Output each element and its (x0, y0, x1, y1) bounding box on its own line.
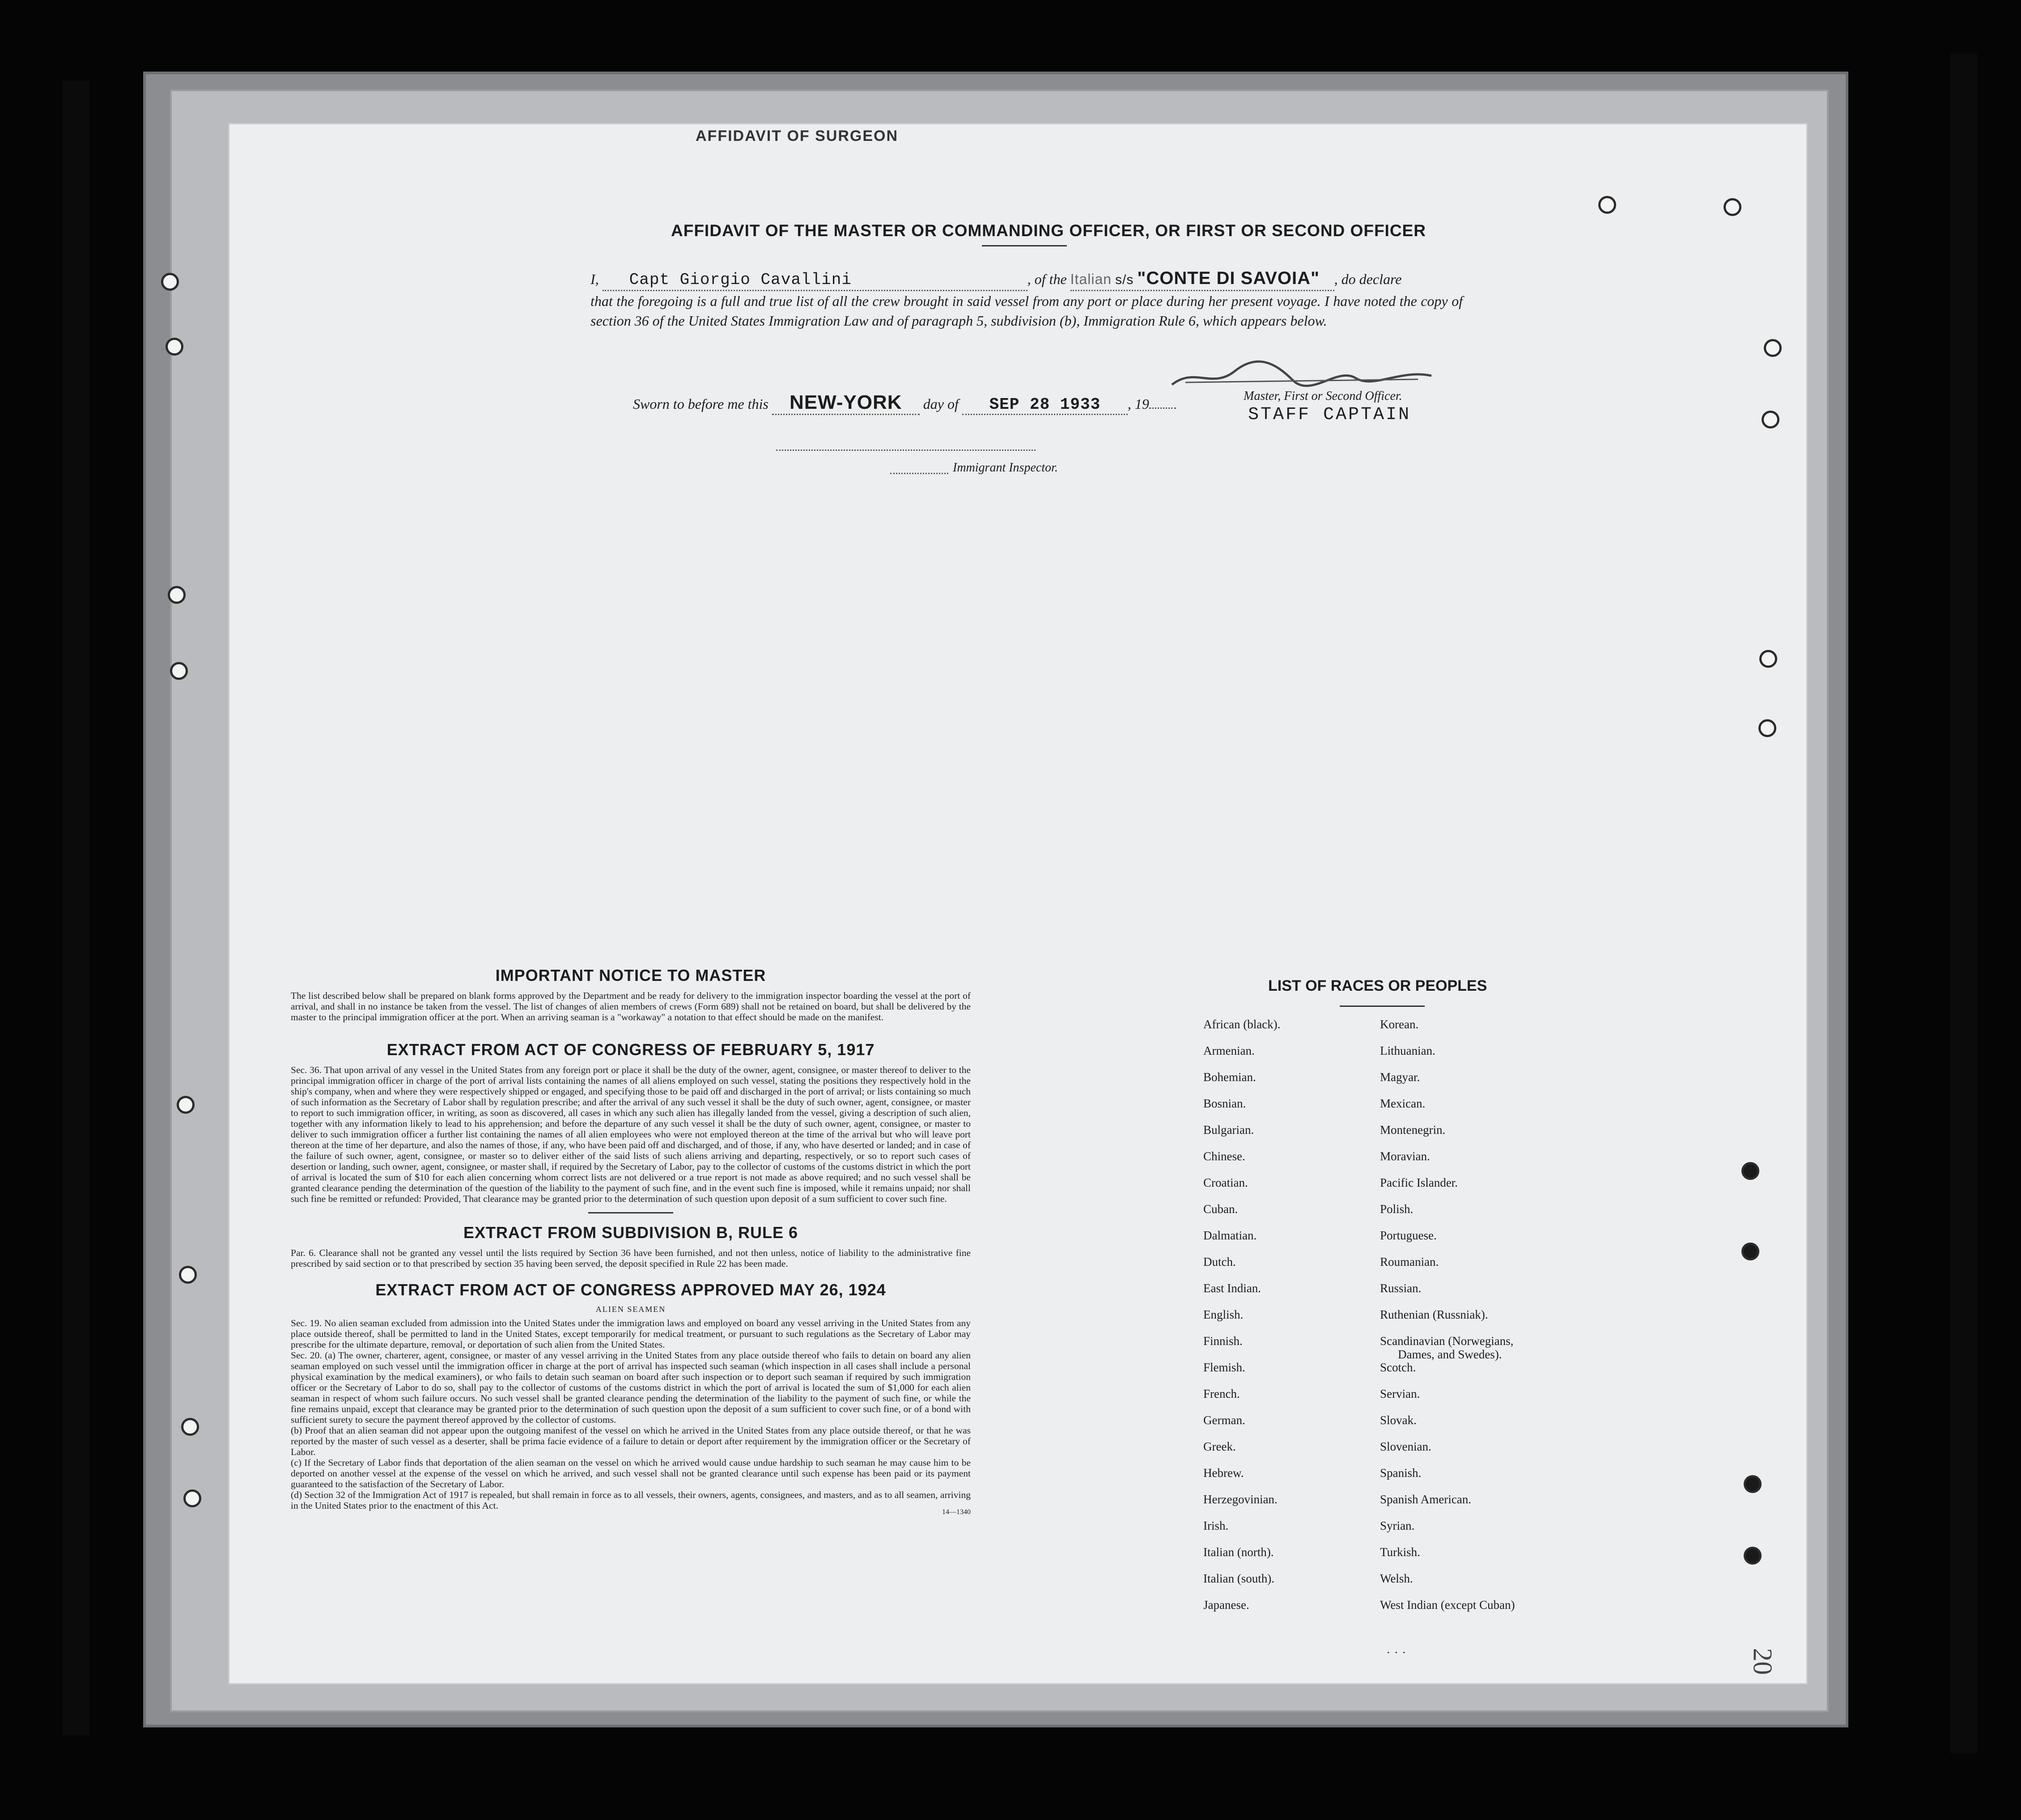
race-item-right: Slovenian. (1380, 1440, 1431, 1453)
race-item-left: Hebrew. (1203, 1466, 1244, 1480)
race-item-left: Chinese. (1203, 1150, 1245, 1163)
binder-hole-icon (177, 1096, 195, 1114)
extract-rule6-text: Par. 6. Clearance shall not be granted any vessel until the lists required by Section 36 have been furnished, and not then unless, notice of liability to the administrative fine prescribed by said section or to that prescribed by section 35 having been served, the deposit specified in Rule 22 has been made. (291, 1247, 971, 1269)
race-item-right: Spanish American. (1380, 1493, 1471, 1506)
race-item-left: Cuban. (1203, 1202, 1238, 1216)
race-item-left: Greek. (1203, 1440, 1236, 1453)
place-field (772, 391, 920, 415)
affidavit-title: AFFIDAVIT OF THE MASTER OR COMMANDING OFFICER, OR FIRST OR SECOND OFFICER (671, 221, 1426, 240)
race-item-left: Croatian. (1203, 1176, 1248, 1189)
legal-notices (291, 966, 971, 1516)
race-item-right: Polish. (1380, 1202, 1414, 1216)
race-item-left: Flemish. (1203, 1361, 1245, 1374)
film-strip-left (63, 81, 89, 1735)
extract-1917-title: EXTRACT FROM ACT OF CONGRESS OF FEBRUARY 5, 1917 (386, 1040, 875, 1059)
binder-hole-icon (170, 662, 188, 680)
binder-hole-icon (1724, 198, 1741, 216)
extract-1924-paragraph: (d) Section 32 of the Immigration Act of 1917 is repealed, but shall remain in force as to all vessels, their owners, agents, consignees, and masters, and as to all seamen, arriving in the United States prior to the enactment of this Act. (291, 1489, 971, 1511)
races-rule (1340, 1005, 1425, 1007)
race-item-right: Servian. (1380, 1387, 1420, 1400)
race-item-right: Russian. (1380, 1281, 1422, 1295)
declaration-pronoun: I, (590, 271, 599, 287)
year-prefix: , 19 (1127, 396, 1149, 412)
binder-hole-icon (183, 1489, 201, 1507)
race-item-left: English. (1203, 1308, 1244, 1321)
race-item-right: Scotch. (1380, 1361, 1416, 1374)
race-item-left: Japanese. (1203, 1598, 1249, 1612)
do-declare-text: , do declare (1334, 271, 1402, 287)
race-item-right: Lithuanian. (1380, 1044, 1435, 1057)
of-the-text: , of the (1027, 271, 1067, 287)
vessel-field (1070, 268, 1334, 291)
race-item-right: Syrian. (1380, 1519, 1415, 1532)
binder-hole-icon (1758, 719, 1776, 737)
race-item-left: Dalmatian. (1203, 1229, 1257, 1242)
race-item-right: West Indian (except Cuban) (1380, 1598, 1515, 1612)
sworn-line (633, 391, 1176, 415)
race-item-left: East Indian. (1203, 1281, 1261, 1295)
binder-hole-icon (1741, 1243, 1759, 1260)
race-item-left: Bohemian. (1203, 1070, 1256, 1084)
binder-hole-icon (181, 1418, 199, 1436)
race-item-right: Mexican. (1380, 1097, 1426, 1110)
binder-hole-icon (168, 586, 186, 604)
bleed-through-heading: AFFIDAVIT OF SURGEON (696, 127, 899, 144)
extract-1924-title: EXTRACT FROM ACT OF CONGRESS APPROVED MAY 26, 1924 (375, 1281, 886, 1299)
binder-hole-icon (1598, 196, 1616, 214)
sworn-place: NEW-YORK (790, 391, 902, 413)
race-item-right: Korean. (1380, 1018, 1419, 1031)
officer-name-field (603, 269, 1027, 291)
binder-hole-icon (1762, 411, 1779, 428)
race-item-right: Roumanian. (1380, 1255, 1439, 1268)
race-item-left: Irish. (1203, 1519, 1229, 1532)
inspector-signature-line (776, 450, 1036, 451)
vessel-prefix: s/s (1115, 272, 1134, 287)
race-item-right: Ruthenian (Russniak). (1380, 1308, 1488, 1321)
race-item-right: Slovak. (1380, 1413, 1417, 1427)
signature-mark (1168, 358, 1436, 394)
trailing-dots: ... (1387, 1642, 1410, 1656)
race-item-left: German. (1203, 1413, 1245, 1427)
race-item-right: Moravian. (1380, 1150, 1430, 1163)
race-item-right: Magyar. (1380, 1070, 1420, 1084)
race-item-left: African (black). (1203, 1018, 1281, 1031)
race-item-right: Portuguese. (1380, 1229, 1437, 1242)
binder-hole-icon (1744, 1547, 1762, 1565)
race-item-left: Armenian. (1203, 1044, 1255, 1057)
extract-rule6-title: EXTRACT FROM SUBDIVISION B, RULE 6 (463, 1223, 798, 1242)
extract-1917-text: Sec. 36. That upon arrival of any vessel in the United States from any foreign port or place it shall be the duty of the owner, agent, consignee, or master thereof to deliver to the principal immigration officer in charge of the port of arrival lists containing the names of all aliens employed on such vessel, stating the positions they respectively hold in the ship's company, when and where they were respectively shipped or engaged, and specifying those to be paid off and discharged in the port of arrival; or lists containing so much of such information as the Secretary of Labor shall by regulation prescribe; and after the arrival of any such vessel it shall be the duty of such owner, agent, consignee, or master to report to such immigration officer, in writing, as soon as discovered, all cases in which any such alien has illegally landed from the vessel, giving a description of such alien, together with any information likely to lead to his apprehension; and before the departure of any such vessel it shall be the duty of such owner, agent, consignee, or master to deliver to such immigration officer a further list containing the names of all alien employees who were not employed thereon at the time of the arrival but who will leave port thereon at the time of her departure, and also the names of those, if any, who have been paid off and discharged, and of those, if any, who have deserted or landed; and in case of the failure of such owner, agent, consignee, or master so to deliver either of the said lists of such aliens arriving and departing, respectively, or so to report such cases of desertion or landing, such owner, agent, consignee, or master shall, if required by the Secretary of Labor, pay to the collector of customs of the customs district in which the port of arrival is located the sum of $10 for each alien concerning whom correct lists are not delivered or a true report is not made as above required; and no such vessel shall be granted clearance pending the determination of the question of the liability to the payment of such fine, and in the event such fine is imposed, while it remains unpaid; nor shall such fine be remitted or refunded: Provided, That clearance may be granted prior to the determination of such question upon deposit of a sum sufficient to cover such fine. (291, 1065, 971, 1204)
race-item-left: Dutch. (1203, 1255, 1236, 1268)
binder-hole-icon (1744, 1475, 1762, 1493)
race-item-right: Spanish. (1380, 1466, 1422, 1480)
vessel-nationality: Italian (1070, 271, 1112, 287)
race-item-right: Welsh. (1380, 1572, 1413, 1585)
races-title: LIST OF RACES OR PEOPLES (1268, 977, 1487, 994)
race-item-right: Pacific Islander. (1380, 1176, 1458, 1189)
officer-name: Capt Giorgio Cavallini (629, 271, 852, 289)
declaration-body: that the foregoing is a full and true list of all the crew brought in said vessel from any port or place during her present voyage. I have noted the copy of section 36 of the United States Immigration Law and of paragraph 5, subdivision (b), Immigration Rule 6, which appears below. (590, 293, 1463, 329)
extract-1924-subtitle: ALIEN SEAMEN (595, 1305, 666, 1314)
binder-hole-icon (166, 338, 183, 356)
sworn-date: SEP 28 1933 (989, 395, 1101, 414)
extract-1924-paragraph: (b) Proof that an alien seaman did not appear upon the outgoing manifest of the vessel on which he arrived in the United States from any place outside thereof, or that he was reported by the master of such vessel as a deserter, shall be prima facie evidence of a failure to detain or deport after requirement by the immigration officer or the Secretary of Labor. (291, 1425, 971, 1457)
binder-hole-icon (161, 273, 179, 291)
race-item-left: French. (1203, 1387, 1240, 1400)
race-item-right: Dames, and Swedes). (1398, 1348, 1502, 1361)
race-item-left: Italian (north). (1203, 1545, 1274, 1559)
declaration-block (590, 268, 1463, 331)
race-item-left: Bosnian. (1203, 1097, 1246, 1110)
inspector-caption-line (890, 473, 948, 474)
title-rule (982, 245, 1067, 246)
margin-note: 20 (1748, 1648, 1778, 1675)
extract-1924-paragraph: Sec. 20. (a) The owner, charterer, agent, consignee, or master of any vessel arriving in the United States from any place outside thereof who fails to detain on board any alien seaman employed on such vessel until the immigration officer in charge at the port of arrival has inspected such seaman (which inspection in all cases shall include a personal physical examination by the medical examiners), or who fails to detain such seaman on board after such inspection or to deport such seaman if required by such immigration officer or the Secretary of Labor to do so, shall pay to the collector of customs of the customs district in which the port of arrival is located the sum of $1,000 for each alien seaman in respect of whom such failure occurs. No such vessel shall be granted clearance pending the determination of the liability to the payment of such fine, or while the fine remains unpaid, except that clearance may be granted prior to the determination of such question upon the deposit of a sum sufficient to cover such fine, or of a bond with sufficient surety to secure the payment thereof approved by the collector of customs. (291, 1350, 971, 1425)
race-item-right: Turkish. (1380, 1545, 1420, 1559)
officer-title-stamp: STAFF CAPTAIN (1248, 405, 1411, 425)
day-of-text: day of (923, 396, 959, 412)
race-item-right: Scandinavian (Norwegians, (1380, 1334, 1514, 1348)
sworn-prefix: Sworn to before me this (633, 396, 768, 412)
inspector-caption: Immigrant Inspector. (953, 461, 1058, 475)
binder-hole-icon (1741, 1162, 1759, 1180)
race-item-right: Montenegrin. (1380, 1123, 1446, 1137)
date-field (962, 395, 1128, 415)
race-item-left: Herzegovinian. (1203, 1493, 1278, 1506)
binder-hole-icon (1759, 650, 1777, 668)
race-item-left: Bulgarian. (1203, 1123, 1254, 1137)
officer-caption: Master, First or Second Officer. (1244, 389, 1402, 403)
declaration-line-1 (590, 268, 1463, 291)
vessel-name: "CONTE DI SAVOIA" (1137, 268, 1320, 288)
binder-hole-icon (1764, 339, 1782, 357)
section-rule (588, 1212, 673, 1213)
race-item-left: Italian (south). (1203, 1572, 1274, 1585)
form-number: 14—1340 (942, 1508, 971, 1516)
film-strip-right (1950, 54, 1977, 1753)
notice-text: The list described below shall be prepared on blank forms approved by the Department and be ready for delivery to the immigration inspector boarding the vessel at the port of arrival, and shall in no instance be taken from the vessel. The list of changes of alien members of crews (Form 689) shall not be retained on board, but shall be delivered by the master to the principal immigration officer at the port. When an arriving seaman is a "workaway" a notation to that effect should be made on the manifest. (291, 990, 971, 1022)
race-item-left: Finnish. (1203, 1334, 1243, 1348)
extract-1924-paragraph: Sec. 19. No alien seaman excluded from admission into the United States under the immigration laws and employed on board any vessel arriving in the United States from any place outside thereof, shall be permitted to land in the United States, except temporarily for medical treatment, or pursuant to such regulations as the Secretary of Labor may prescribe for the ultimate departure, removal, or deportation of such alien from the United States. (291, 1318, 971, 1350)
notice-title: IMPORTANT NOTICE TO MASTER (495, 966, 766, 984)
binder-hole-icon (179, 1266, 197, 1284)
year-field (1149, 407, 1176, 409)
extract-1924-paragraph: (c) If the Secretary of Labor finds that deportation of the alien seaman on the vessel on which he arrived would cause undue hardship to such seaman he may cause him to be deported on another vessel at the expense of the vessel on which he arrived, and such vessel shall not be granted clearance until such expense has been paid or its payment guaranteed to the satisfaction of the Secretary of Labor. (291, 1457, 971, 1489)
